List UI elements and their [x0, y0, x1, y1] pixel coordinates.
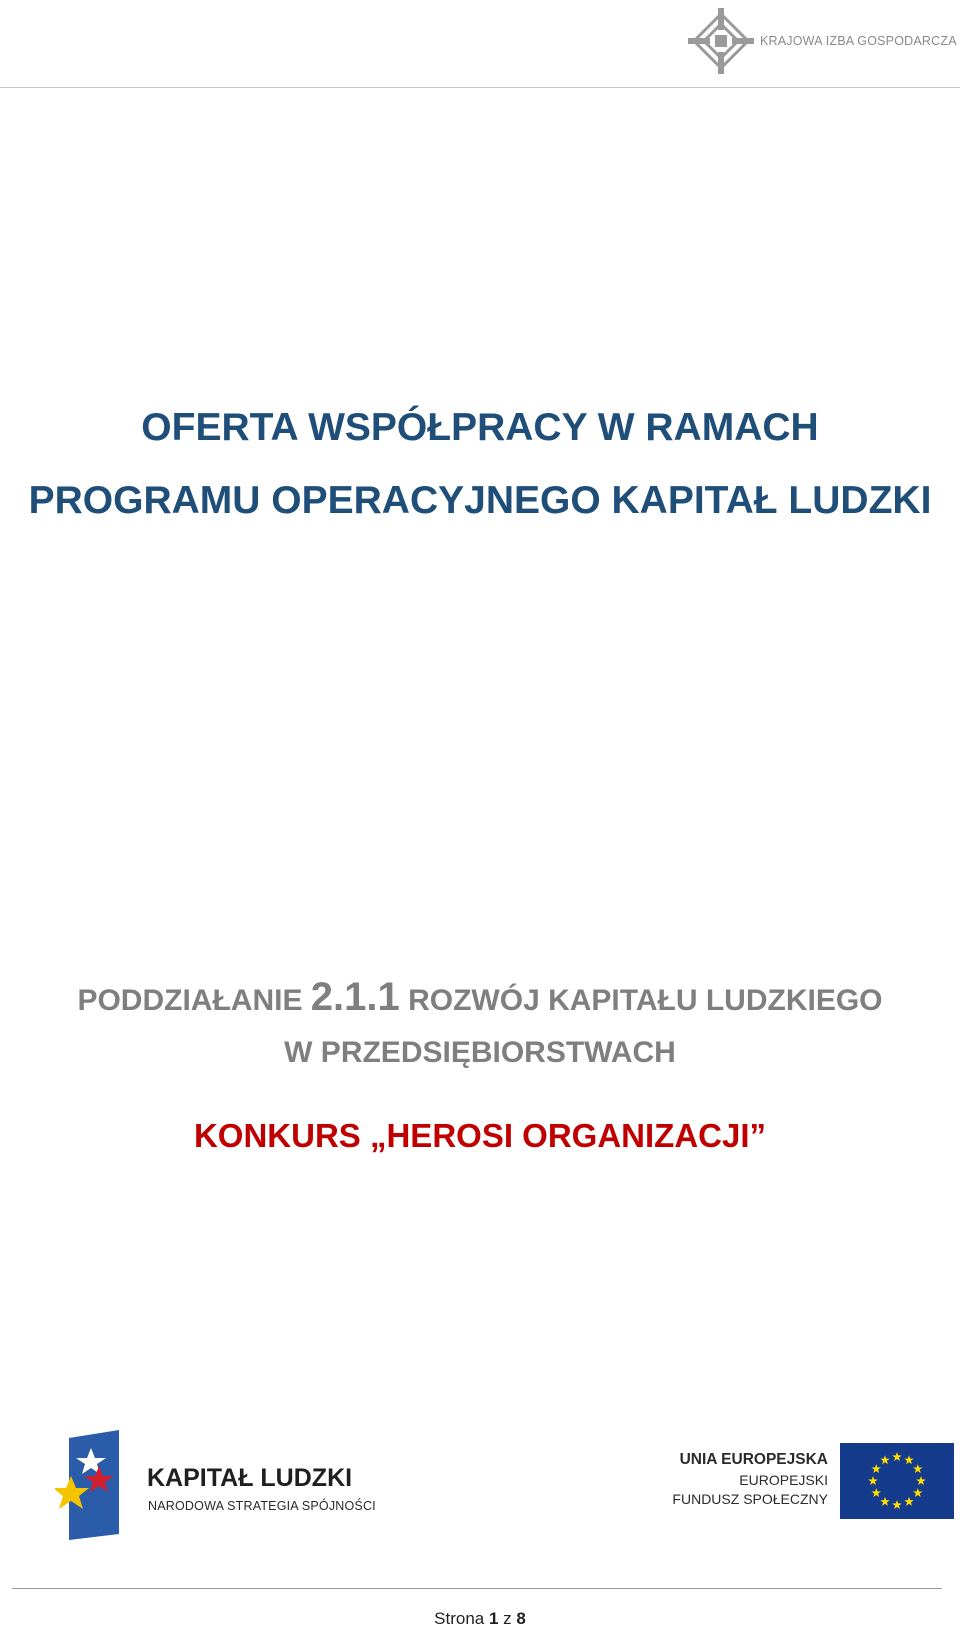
header-divider	[0, 87, 960, 88]
kig-emblem-icon	[688, 8, 754, 74]
eu-line2: EUROPEJSKI	[739, 1472, 828, 1488]
kapital-ludzki-logo	[55, 1430, 385, 1540]
subtitle-number: 2.1.1	[310, 975, 400, 1019]
document-title-line2: PROGRAMU OPERACYJNEGO KAPITAŁ LUDZKI	[28, 479, 932, 522]
eu-flag-icon	[840, 1443, 954, 1519]
page-strona: Strona	[434, 1609, 489, 1628]
page-z: z	[498, 1609, 517, 1628]
eu-efs-logo	[660, 1443, 956, 1523]
page-number	[0, 1609, 960, 1629]
eu-line1: UNIA EUROPEJSKA	[679, 1451, 828, 1468]
kapital-ludzki-emblem-icon	[55, 1430, 125, 1540]
kapital-ludzki-title: KAPITAŁ LUDZKI	[147, 1464, 353, 1492]
konkurs-title: KONKURS „HEROSI ORGANIZACJI”	[193, 1117, 767, 1154]
subtitle-line1	[0, 973, 960, 1025]
kapital-ludzki-subtitle: NARODOWA STRATEGIA SPÓJNOŚCI	[148, 1499, 376, 1513]
kig-logo	[688, 6, 958, 76]
page-total: 8	[516, 1609, 526, 1628]
eu-line3: FUNDUSZ SPOŁECZNY	[672, 1491, 828, 1507]
subtitle-line2: W PRZEDSIĘBIORSTWACH	[284, 1036, 676, 1069]
subtitle-prefix: PODDZIAŁANIE	[77, 984, 311, 1017]
eu-text-block	[672, 1449, 828, 1509]
kig-org-name: KRAJOWA IZBA GOSPODARCZA	[760, 34, 957, 48]
footer-divider	[12, 1588, 942, 1589]
subtitle-suffix: ROZWÓJ KAPITAŁU LUDZKIEGO	[399, 984, 883, 1017]
document-title-line1: OFERTA WSPÓŁPRACY W RAMACH	[141, 406, 819, 449]
page-current: 1	[488, 1609, 499, 1628]
